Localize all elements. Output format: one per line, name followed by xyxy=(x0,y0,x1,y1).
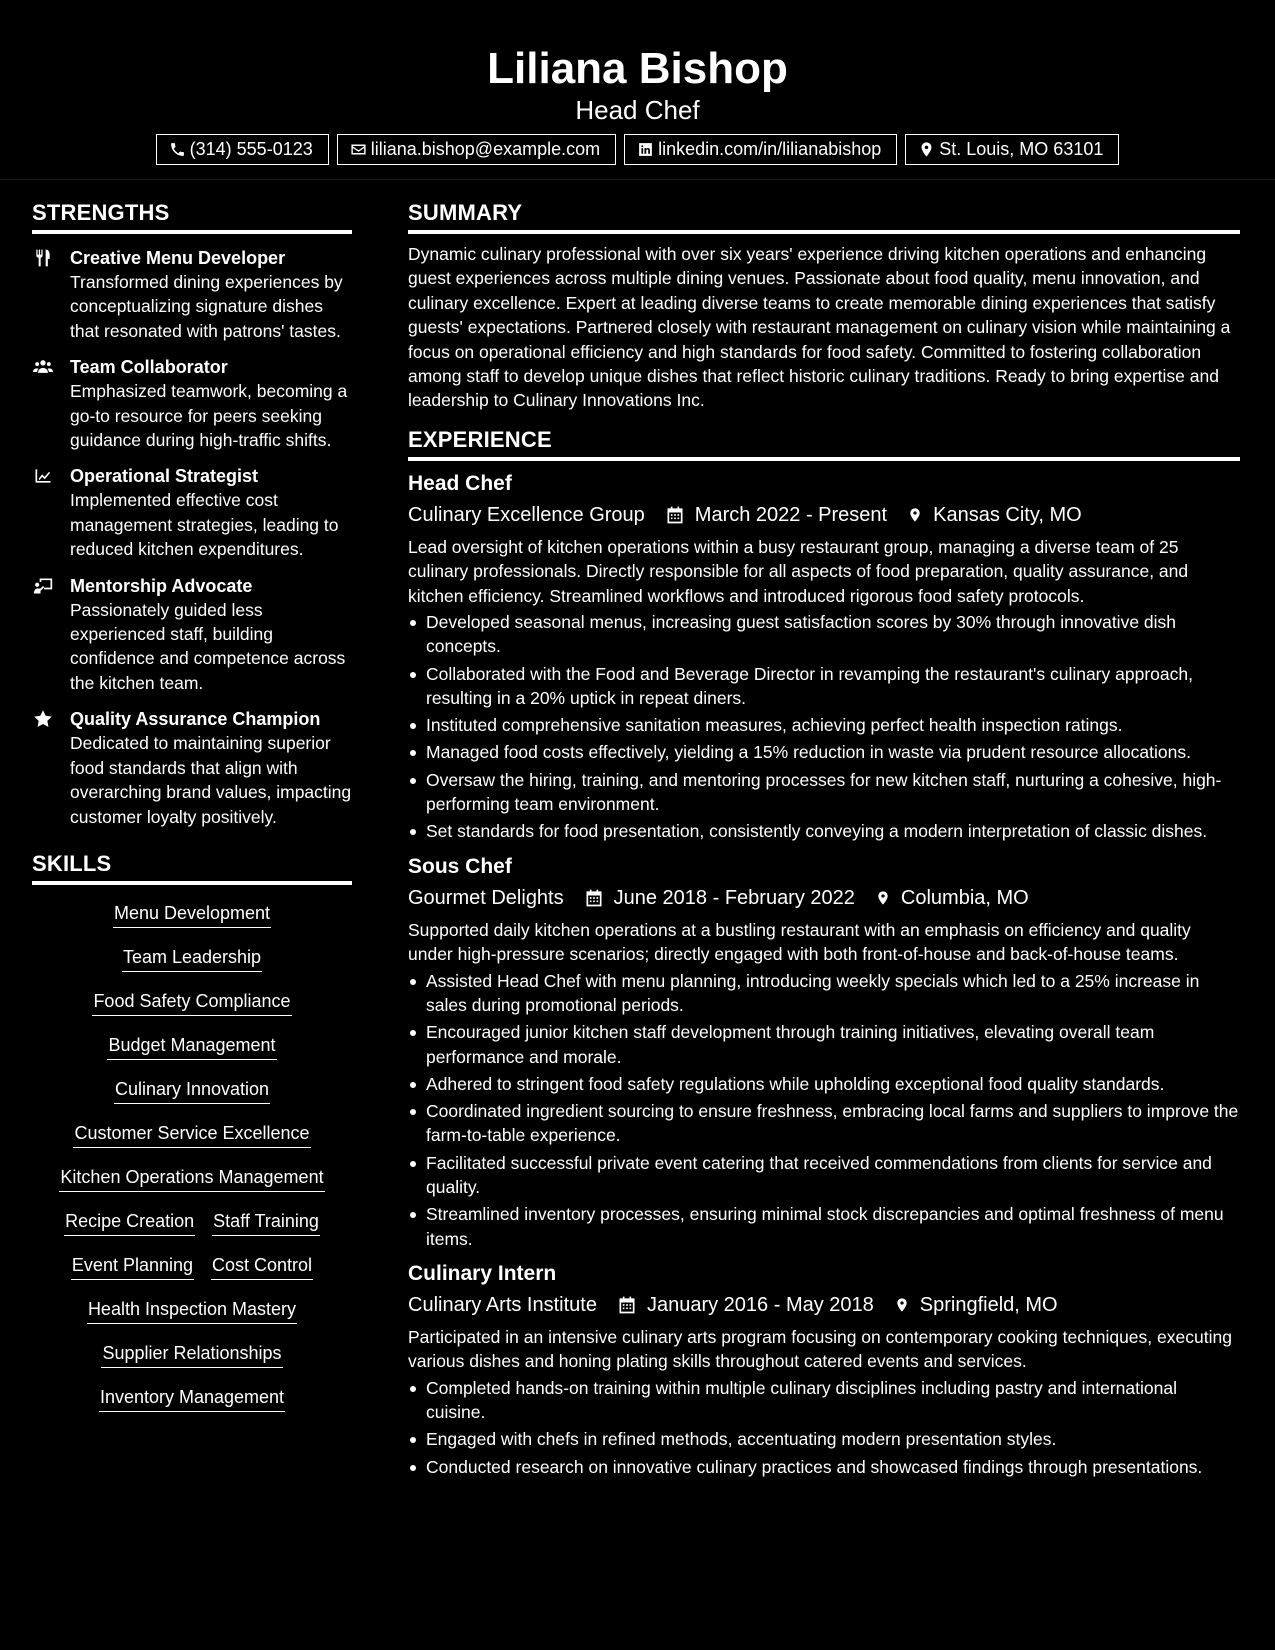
strength-title: Quality Assurance Champion xyxy=(70,709,321,730)
achievement-item: Coordinated ingredient sourcing to ensure freshness, embracing local farms and suppliers to improve the farm-to-table experience. xyxy=(408,1099,1240,1148)
achievement-item: Facilitated successful private event catering that received commendations from clients for service and quality. xyxy=(408,1151,1240,1200)
strengths-heading: STRENGTHS xyxy=(32,198,352,234)
achievement-item: Developed seasonal menus, increasing guest satisfaction scores by 30% through innovative dish concepts. xyxy=(408,610,1240,659)
company-name: Culinary Arts Institute xyxy=(408,1293,597,1316)
candidate-name: Liliana Bishop xyxy=(487,44,788,93)
strength-title: Mentorship Advocate xyxy=(70,575,253,596)
achievement-item: Assisted Head Chef with menu planning, introducing weekly specials which led to a 25% increase in sales during promotional periods. xyxy=(408,969,1240,1018)
job-title: Sous Chef xyxy=(408,854,512,878)
summary-text: Dynamic culinary professional with over six years' experience driving kitchen operations and enhancing guest experiences across multiple dining venues. Passionate about food quality, menu innovation, and culinary excellence. Expert at leading diverse teams to create memorable dining experiences that satisfy guests' expectations. Partnered closely with restaurant management on culinary vision while maintaining a focus on operational efficiency and high standards for food safety. Committed to fostering collaboration among staff to develop unique dishes that reflect historic culinary traditions. Ready to bring expertise and leadership to Culinary Innovations Inc. xyxy=(408,244,1231,411)
achievement-item: Engaged with chefs in refined methods, accentuating modern presentation styles. xyxy=(408,1427,1240,1451)
chart-line-icon xyxy=(32,466,54,486)
job-description: Lead oversight of kitchen operations within a busy restaurant group, managing a diverse team of 25 culinary professionals. Directly responsible for all aspects of food preparation, quality assurance, and kitchen efficiency. Streamlined workflows and introduced rigorous food safety protocols. xyxy=(408,536,1189,606)
contact-email[interactable] xyxy=(337,134,616,165)
achievement-list xyxy=(408,610,1240,844)
strength-item xyxy=(32,707,352,829)
calendar-icon xyxy=(617,1295,637,1315)
skill-tag: Recipe Creation xyxy=(64,1208,195,1236)
calendar-icon xyxy=(665,505,685,525)
skill-tag: Customer Service Excellence xyxy=(73,1120,310,1148)
achievement-item: Completed hands-on training within multiple culinary disciplines including pastry and international cuisine. xyxy=(408,1376,1240,1425)
experience-entry xyxy=(408,852,1240,1251)
map-pin-icon xyxy=(918,141,935,158)
achievement-item: Encouraged junior kitchen staff development through training initiatives, elevating overall team performance and morale. xyxy=(408,1020,1240,1069)
skill-tag: Inventory Management xyxy=(99,1384,285,1412)
job-description: Supported daily kitchen operations at a bustling restaurant with an emphasis on efficiency and quality under high-pressure scenarios; directly engaged with both front-of-house and back-of-house teams. xyxy=(408,919,1191,965)
envelope-icon xyxy=(350,141,367,158)
achievement-item: Streamlined inventory processes, ensuring minimal stock discrepancies and optimal freshness of menu items. xyxy=(408,1202,1240,1251)
skill-tag: Budget Management xyxy=(107,1032,276,1060)
strength-title: Creative Menu Developer xyxy=(70,248,286,268)
experience-heading: EXPERIENCE xyxy=(408,425,1240,461)
strength-item xyxy=(32,355,352,452)
skill-tag: Kitchen Operations Management xyxy=(59,1164,324,1192)
calendar-icon xyxy=(584,888,604,908)
strength-description: Transformed dining experiences by conceptualizing signature dishes that resonated with patrons' tastes. xyxy=(70,272,343,341)
job-description: Participated in an intensive culinary arts program focusing on contemporary cooking techniques, executing various dishes and honing plating skills throughout catered events and services. xyxy=(408,1326,1232,1372)
achievement-item: Managed food costs effectively, yielding a 15% reduction in waste via prudent resource allocations. xyxy=(408,740,1240,764)
skill-tag: Menu Development xyxy=(113,900,271,928)
phone-text: (314) 555-0123 xyxy=(189,139,313,159)
candidate-title: Head Chef xyxy=(575,95,700,125)
contact-location xyxy=(905,134,1119,165)
job-location: Springfield, MO xyxy=(919,1293,1058,1316)
map-pin-icon xyxy=(894,1295,910,1315)
users-icon xyxy=(32,357,54,377)
company-name: Culinary Excellence Group xyxy=(408,503,645,526)
phone-icon xyxy=(169,141,186,158)
skill-tag: Food Safety Compliance xyxy=(92,988,291,1016)
utensils-icon xyxy=(32,248,54,268)
company-name: Gourmet Delights xyxy=(408,886,564,909)
contact-phone[interactable] xyxy=(156,134,329,165)
job-dates: March 2022 - Present xyxy=(694,503,888,526)
map-pin-icon xyxy=(875,888,891,908)
linkedin-icon xyxy=(637,141,654,158)
strength-title: Team Collaborator xyxy=(70,357,228,378)
strength-description: Emphasized teamwork, becoming a go-to resource for peers seeking guidance during high-traffic shifts. xyxy=(70,381,348,451)
skill-tag: Cost Control xyxy=(211,1252,313,1280)
linkedin-text: linkedin.com/in/lilianabishop xyxy=(658,139,882,159)
skill-tag: Health Inspection Mastery xyxy=(87,1296,297,1324)
map-pin-icon xyxy=(907,505,923,525)
skill-tag: Staff Training xyxy=(212,1208,320,1236)
skill-tag: Culinary Innovation xyxy=(114,1076,270,1104)
skill-tag: Supplier Relationships xyxy=(101,1340,282,1368)
job-title: Culinary Intern xyxy=(408,1261,557,1285)
experience-entry xyxy=(408,469,1240,844)
strength-item xyxy=(32,246,352,343)
resume-header xyxy=(0,0,1275,180)
right-column xyxy=(408,198,1240,1484)
achievement-item: Oversaw the hiring, training, and mentoring processes for new kitchen staff, nurturing a cohesive, high-performing team environment. xyxy=(408,768,1240,817)
left-column xyxy=(32,198,352,1428)
achievement-item: Set standards for food presentation, consistently conveying a modern interpretation of classic dishes. xyxy=(408,819,1240,843)
job-title: Head Chef xyxy=(408,471,512,495)
strength-title: Operational Strategist xyxy=(70,466,259,487)
achievement-item: Adhered to stringent food safety regulations while upholding exceptional food quality standards. xyxy=(408,1072,1240,1096)
contact-linkedin[interactable] xyxy=(624,134,897,165)
contact-bar xyxy=(0,134,1275,165)
location-text: St. Louis, MO 63101 xyxy=(939,139,1104,159)
job-location: Columbia, MO xyxy=(900,886,1029,909)
job-dates: June 2018 - February 2022 xyxy=(613,886,855,909)
strength-item xyxy=(32,464,352,561)
strengths-list xyxy=(32,246,352,829)
achievement-item: Collaborated with the Food and Beverage Director in revamping the restaurant's culinary approach, resulting in a 20% uptick in repeat diners. xyxy=(408,662,1240,711)
star-icon xyxy=(32,709,54,729)
strength-item xyxy=(32,574,352,696)
skills-list xyxy=(32,900,352,1428)
strength-description: Dedicated to maintaining superior food standards that align with overarching brand values, impacting customer loyalty positively. xyxy=(70,733,352,827)
job-location: Kansas City, MO xyxy=(933,503,1082,526)
achievement-list xyxy=(408,969,1240,1251)
job-dates: January 2016 - May 2018 xyxy=(646,1293,874,1316)
summary-heading: SUMMARY xyxy=(408,198,1240,234)
skill-tag: Event Planning xyxy=(71,1252,194,1280)
skill-tag: Team Leadership xyxy=(122,944,262,972)
strength-description: Implemented effective cost management strategies, leading to reduced kitchen expenditures. xyxy=(70,490,339,560)
strength-description: Passionately guided less experienced staff, building confidence and competence across the kitchen team. xyxy=(70,599,346,693)
achievement-list xyxy=(408,1376,1240,1479)
skills-heading: SKILLS xyxy=(32,849,352,885)
email-text: liliana.bishop@example.com xyxy=(370,139,601,159)
experience-entry xyxy=(408,1259,1240,1479)
chalkboard-teacher-icon xyxy=(32,576,54,596)
achievement-item: Conducted research on innovative culinary practices and showcased findings through presentations. xyxy=(408,1455,1240,1479)
achievement-item: Instituted comprehensive sanitation measures, achieving perfect health inspection ratings. xyxy=(408,713,1240,737)
